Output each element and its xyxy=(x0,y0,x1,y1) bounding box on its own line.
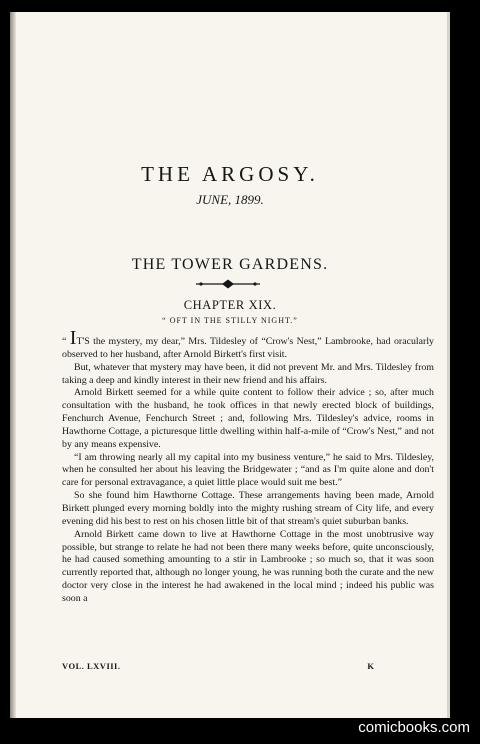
page-gutter-shadow xyxy=(10,12,16,718)
magazine-title: THE ARGOSY. xyxy=(141,162,319,186)
chapter-heading: CHAPTER XIX. xyxy=(183,298,277,312)
ornament-divider-icon xyxy=(194,278,262,290)
chapter-epigraph: “ OFT IN THE STILLY NIGHT.” xyxy=(162,316,298,325)
paragraph: Arnold Birkett seemed for a while quite content to follow their advice ; so, after much consultation with the husband, he took offices in that newly erected block of buildings, Fenchurch Avenue, Fenchurch Street ; and, following Mrs. Tildesley's advice, rooms in Hawthorne Cottage, a picturesque little dwelling within half-a-mile of “Crow's Nest,” and not by any means expensive. xyxy=(62,387,434,450)
volume-number: VOL. LXVIII. xyxy=(62,661,121,671)
watermark-credit: comicbooks.com xyxy=(358,719,470,736)
page-edge xyxy=(447,12,450,718)
issue-date: JUNE, 1899. xyxy=(196,192,264,207)
paragraph: “I am throwing nearly all my capital into my business venture,” he said to Mrs. Tildesley, when he consulted her about his leaving the Bridgewater ; “and as I'm quite alone and don't care for personal extravagance, a quiet little place would suit me best.” xyxy=(62,451,434,489)
magazine-page xyxy=(10,12,450,718)
story-title: THE TOWER GARDENS. xyxy=(131,256,329,273)
paragraph-text: T'S the mystery, my dear,” Mrs. Tildesley of “Crow's Nest,” Lambrooke, had oracularly observed to her husband, after Arnold Birkett's first visit. xyxy=(62,336,434,360)
paragraph: So she found him Hawthorne Cottage. These arrangements having been made, Arnold Birkett plunged every morning boldly into the mighty rushing stream of City life, and every evening did his best to rest on his chosen little bit of that stream's quiet suburban banks. xyxy=(62,490,434,527)
page-footer xyxy=(62,661,434,671)
opening-quote: “ xyxy=(62,336,70,347)
drop-cap: I xyxy=(69,327,77,349)
paragraph xyxy=(62,327,434,362)
paragraph: Arnold Birkett came down to live at Hawthorne Cottage in the most unobtrusive way possible, but strange to relate he had not been there many weeks before, quite unconsciously, he had caused something amounting to a stir in Lambrooke ; so much so, that it was soon currently reported that, although no longer young, he was running both the curate and the new doctor very close in the interest he had awakened in the local mind ; indeed his public was soon a xyxy=(62,528,434,604)
signature-mark: K xyxy=(367,661,374,671)
body-text xyxy=(62,327,434,606)
paragraph: But, whatever that mystery may have been, it did not prevent Mr. and Mrs. Tildesley from taking a deep and kindly interest in their new friend and his affairs. xyxy=(62,361,434,386)
